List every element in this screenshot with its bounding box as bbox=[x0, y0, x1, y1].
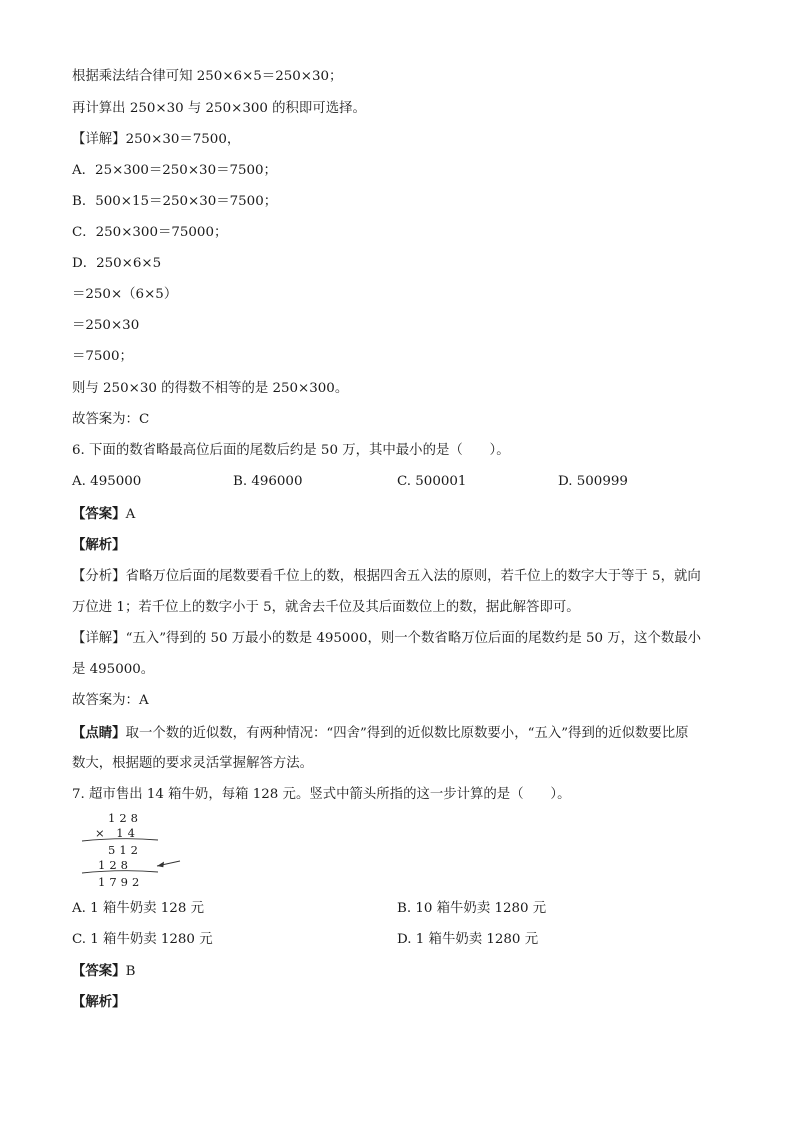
detail-tag: 【详解】 bbox=[72, 132, 126, 147]
option-b: B. 496000 bbox=[233, 474, 303, 489]
vertical-lines bbox=[80, 810, 190, 890]
text-line: ＝7500； bbox=[72, 349, 133, 364]
answer-value: A bbox=[125, 507, 136, 522]
arrow-icon bbox=[157, 861, 180, 867]
analysis-line bbox=[72, 568, 701, 586]
option-d: D. 1 箱牛奶卖 1280 元 bbox=[397, 932, 539, 947]
answer-value: B bbox=[125, 964, 136, 979]
text-line bbox=[72, 131, 240, 149]
analysis-tag: 【解析】 bbox=[72, 994, 126, 1010]
text-line: 万位进 1；若千位上的数字小于 5，就舍去千位及其后面数位上的数，据此解答即可。 bbox=[72, 600, 580, 615]
dianjing-line bbox=[72, 724, 689, 743]
text-line: B．500×15＝250×30＝7500； bbox=[72, 194, 278, 209]
text-line: 是 495000。 bbox=[72, 662, 155, 677]
product-result: 1792 bbox=[98, 875, 144, 889]
detail-tag: 【详解】 bbox=[72, 631, 126, 646]
text-line: 再计算出 250×30 与 250×300 的积即可选择。 bbox=[72, 101, 366, 116]
option-a: A. 1 箱牛奶卖 128 元 bbox=[72, 901, 204, 916]
answer-tag: 【答案】 bbox=[72, 963, 126, 979]
text-line: ＝250×（6×5） bbox=[72, 287, 178, 302]
partial-product-1: 512 bbox=[108, 843, 142, 857]
option-a: A. 495000 bbox=[72, 474, 142, 489]
multiplicand: 128 bbox=[108, 811, 142, 825]
second-rule-line bbox=[82, 871, 158, 873]
multiplier: × 14 bbox=[95, 826, 139, 840]
text-line: A．25×300＝250×30＝7500； bbox=[72, 163, 277, 178]
first-rule-line bbox=[82, 839, 158, 841]
analysis-tag: 【解析】 bbox=[72, 537, 126, 553]
conclusion-text: 故答案为：C bbox=[72, 412, 150, 427]
answer-line bbox=[72, 505, 135, 524]
text-line: 则与 250×30 的得数不相等的是 250×300。 bbox=[72, 381, 349, 396]
answer-line bbox=[72, 962, 135, 981]
text-line: 根据乘法结合律可知 250×6×5＝250×30； bbox=[72, 69, 343, 84]
question-7: 7. 超市售出 14 箱牛奶，每箱 128 元。竖式中箭头所指的这一步计算的是（ ）。 bbox=[72, 787, 571, 802]
option-c: C. 500001 bbox=[397, 474, 467, 489]
detail-line bbox=[72, 630, 701, 648]
option-b: B. 10 箱牛奶卖 1280 元 bbox=[397, 901, 547, 916]
fenxi-tag: 【分析】 bbox=[72, 569, 126, 584]
text-line: C．250×300＝75000； bbox=[72, 225, 228, 240]
partial-product-2: 128 bbox=[98, 858, 132, 872]
text-line: ＝250×30 bbox=[72, 318, 140, 333]
detail-text: “五入”得到的 50 万最小的数是 495000，则一个数省略万位后面的尾数约是 50 万，这个数最小 bbox=[125, 631, 702, 646]
text-line: 数大，根据题的要求灵活掌握解答方法。 bbox=[72, 756, 314, 771]
text-line: D．250×6×5 bbox=[72, 256, 162, 271]
answer-tag: 【答案】 bbox=[72, 506, 126, 522]
option-d: D. 500999 bbox=[558, 474, 628, 489]
conclusion-text: 故答案为：A bbox=[72, 693, 149, 708]
question-6: 6. 下面的数省略最高位后面的尾数后约是 50 万，其中最小的是（ ）。 bbox=[72, 443, 510, 458]
vertical-multiplication bbox=[80, 810, 190, 890]
dianjing-tag: 【点睛】 bbox=[72, 725, 126, 741]
detail-text: 250×30＝7500， bbox=[125, 132, 241, 147]
fenxi-text: 省略万位后面的尾数要看千位上的数，根据四舍五入法的原则，若千位上的数字大于等于 5，就向 bbox=[125, 569, 701, 584]
option-c: C. 1 箱牛奶卖 1280 元 bbox=[72, 932, 213, 947]
dianjing-text: 取一个数的近似数，有两种情况：“四舍”得到的近似数比原数要小，“五入”得到的近似数要比原 bbox=[125, 726, 689, 741]
